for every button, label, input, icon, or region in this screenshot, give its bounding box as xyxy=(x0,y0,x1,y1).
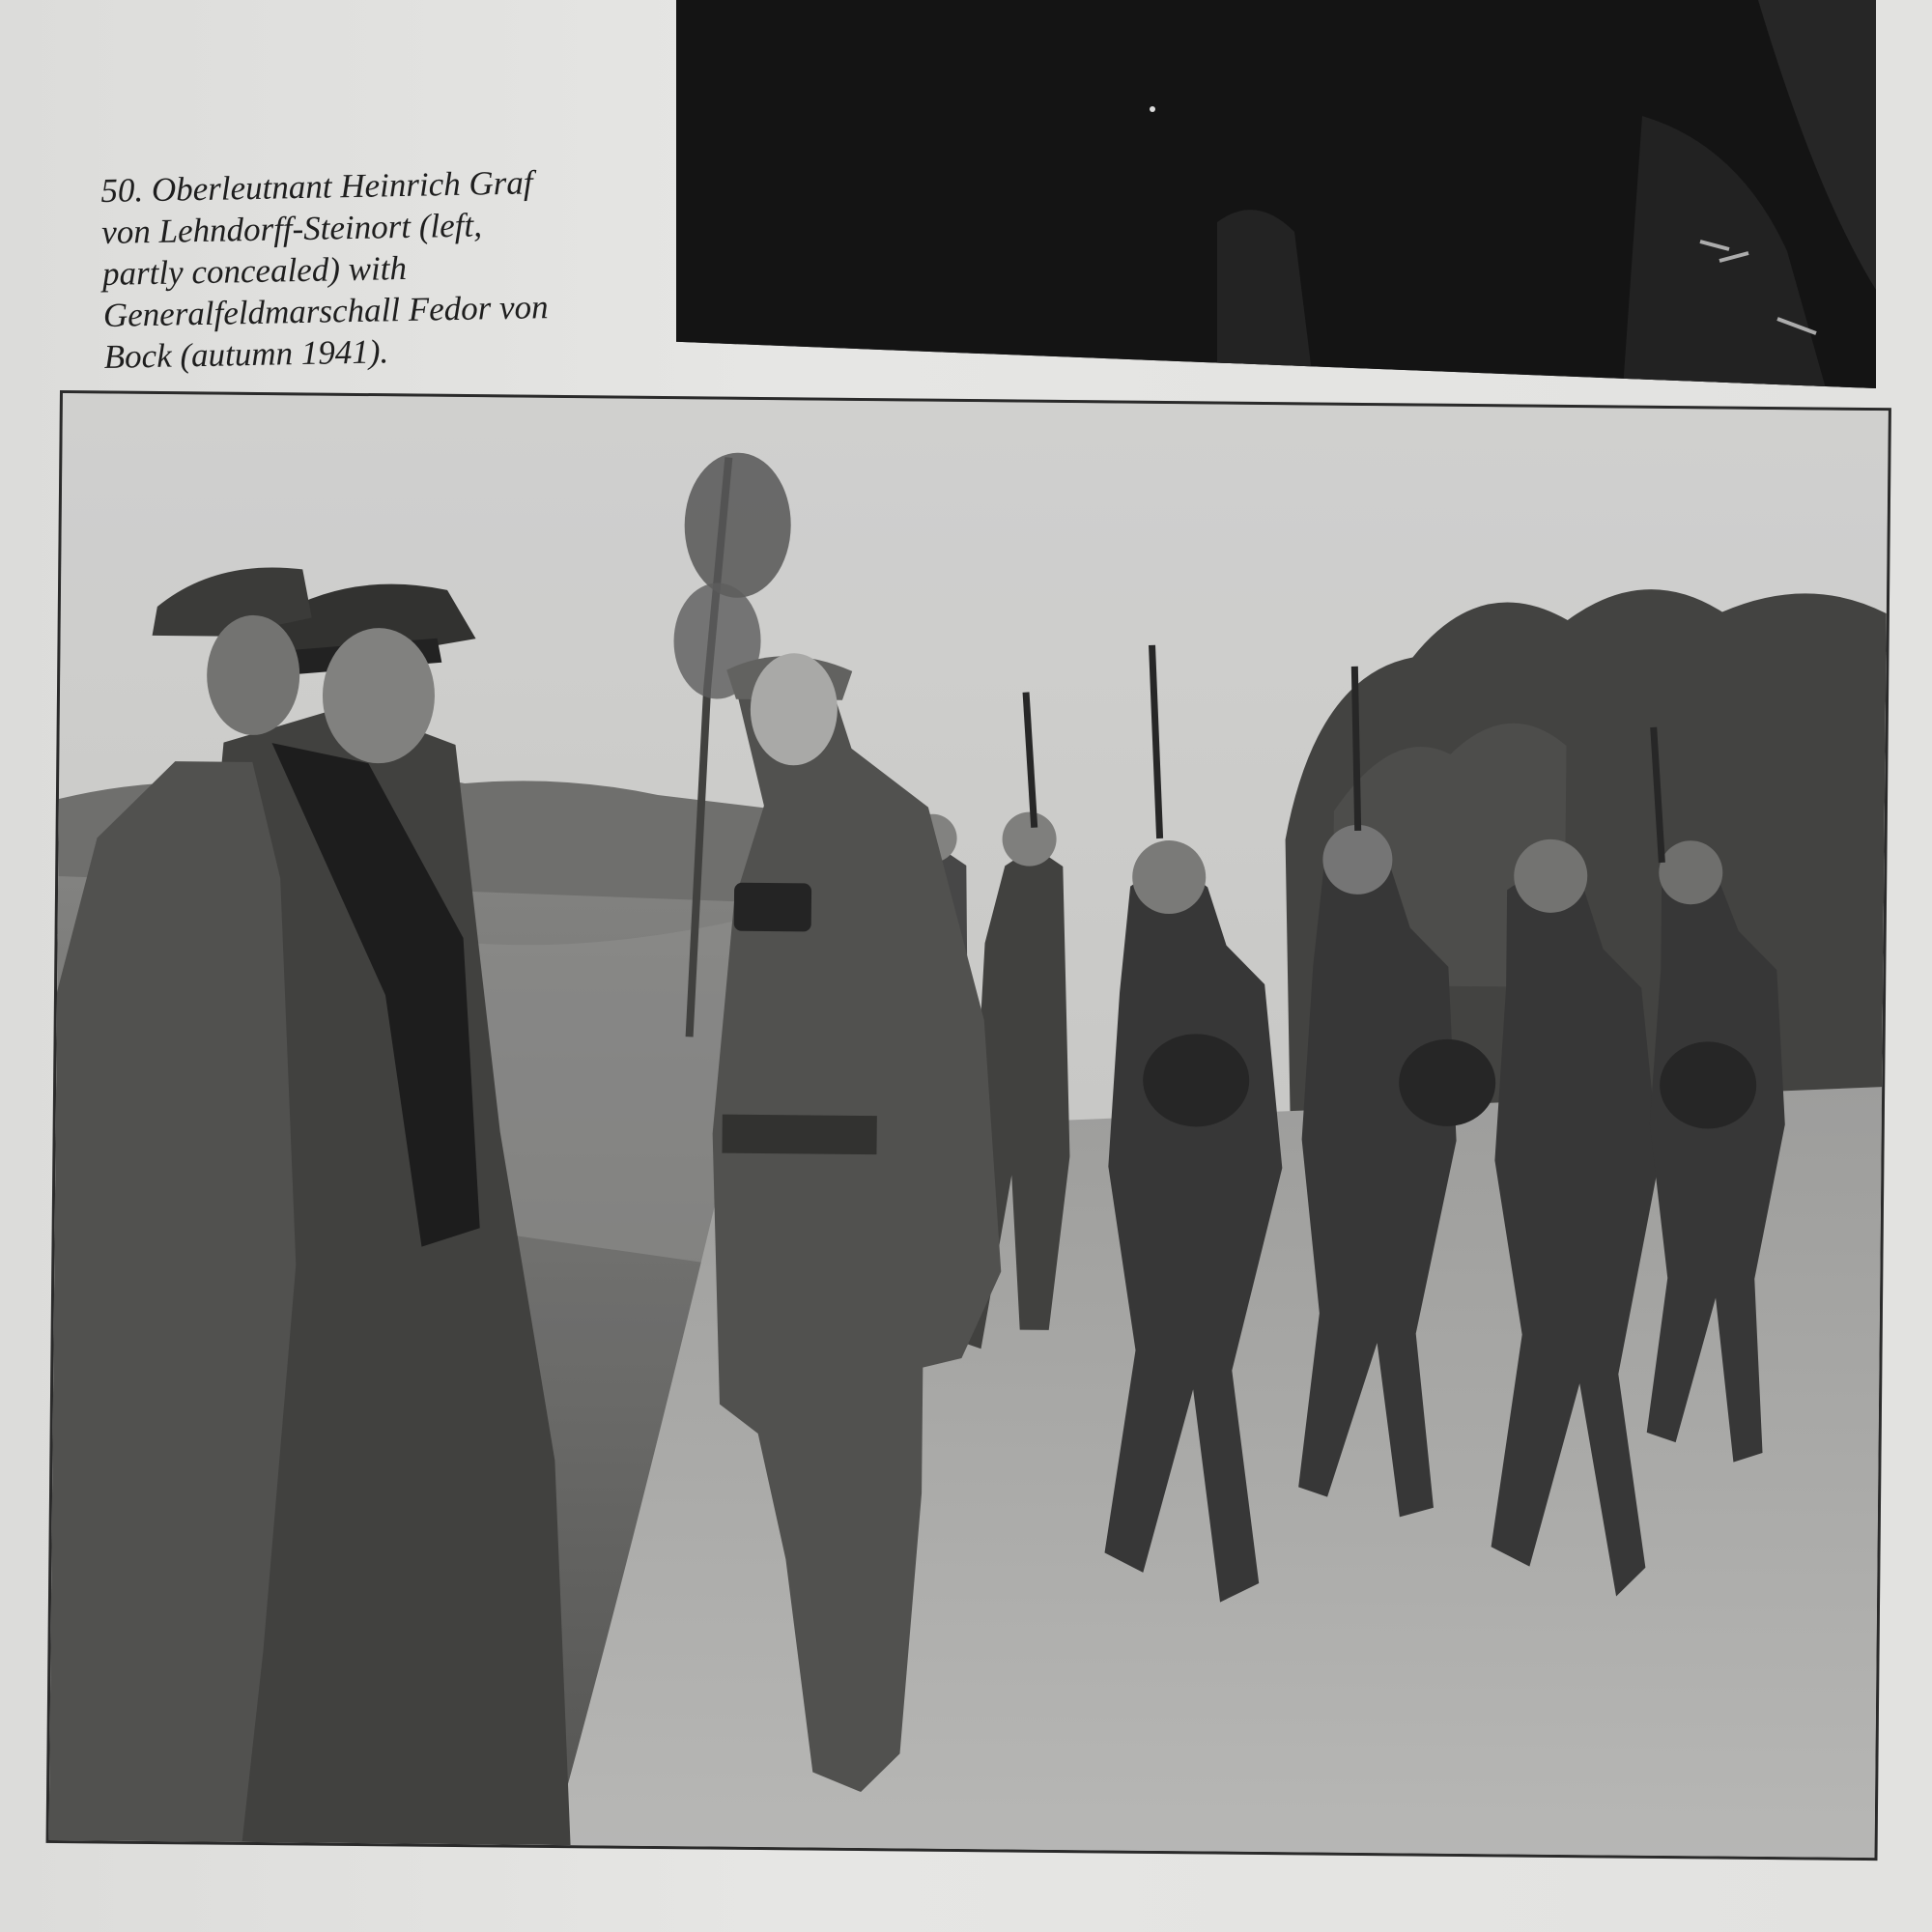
main-photograph xyxy=(46,390,1891,1861)
main-photo-illustration xyxy=(49,393,1889,1858)
caption-line-4: Generalfeldmarschall Fedor von xyxy=(102,288,549,334)
top-photograph xyxy=(676,0,1876,388)
caption-line-3: partly concealed) with xyxy=(101,248,408,293)
caption-line-1: 50. Oberleutnant Heinrich Graf xyxy=(100,163,533,210)
caption-line-5: Bock (autumn 1941). xyxy=(103,332,389,376)
caption-line-2: von Lehndorff-Steinort (left, xyxy=(100,206,483,251)
figure-caption xyxy=(100,159,645,378)
top-photo-illustration xyxy=(676,0,1876,388)
